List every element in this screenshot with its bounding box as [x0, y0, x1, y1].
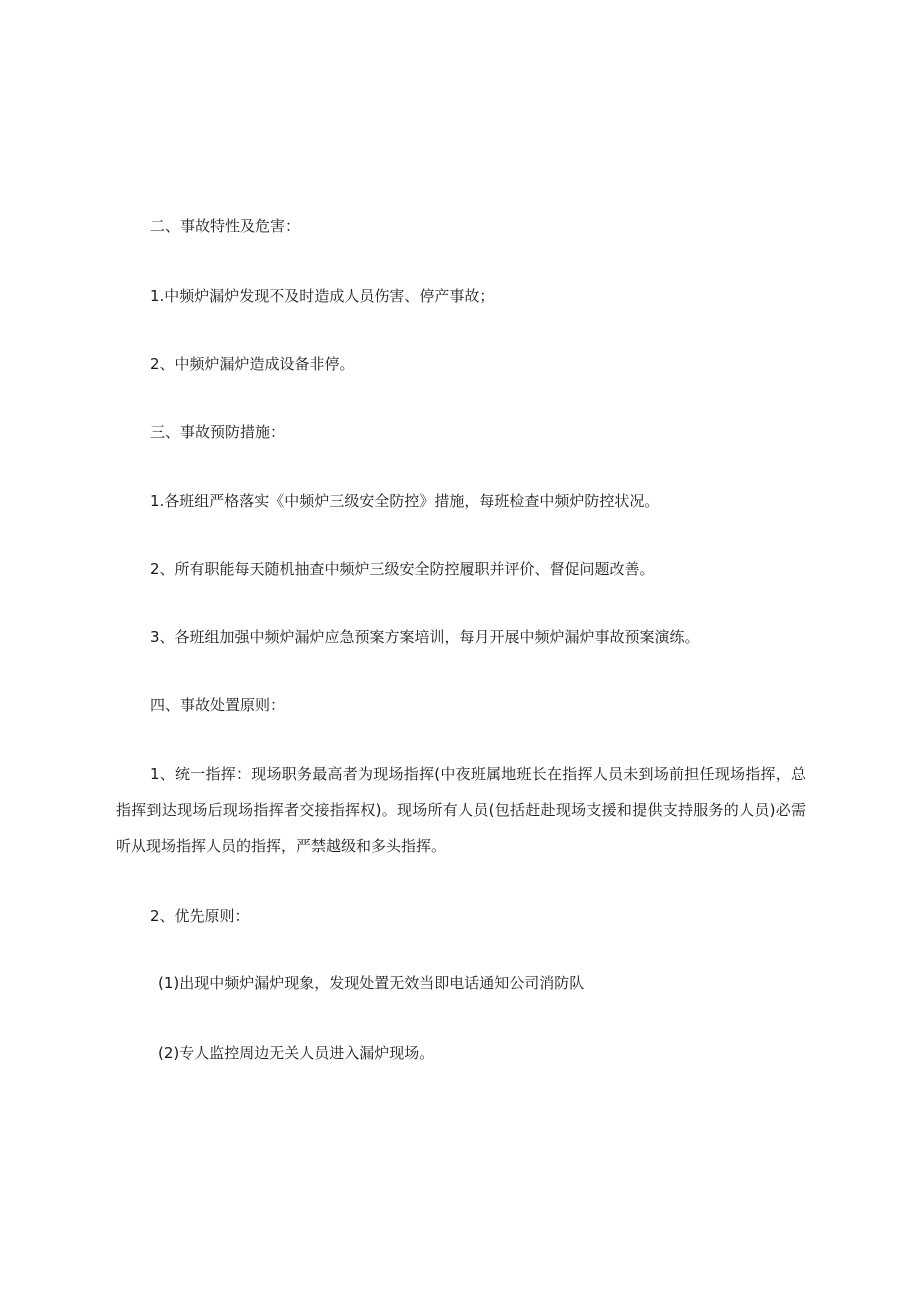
section-2-item-1: 1.中频炉漏炉发现不及时造成人员伤害、停产事故； — [150, 287, 495, 305]
section-2-item-2: 2、中频炉漏炉造成设备非停。 — [150, 355, 355, 373]
section-3-item-2: 2、所有职能每天随机抽查中频炉三级安全防控履职并评价、督促问题改善。 — [150, 560, 655, 578]
section-3-heading: 三、事故预防措施： — [150, 423, 286, 441]
section-4-heading: 四、事故处置原则： — [150, 696, 286, 714]
principle-1-paragraph: 1、统一指挥：现场职务最高者为现场指挥(中夜班属地班长在指挥人员未到场前担任现场指挥，总指挥到达现场后现场指挥者交接指挥权)。现场所有人员(包括赶赴现场支援和提供支持服务的人员)必需听从现场指挥人员的指挥，严禁越级和多头指挥。 — [116, 765, 806, 855]
section-3-item-1: 1.各班组严格落实《中频炉三级安全防控》措施，每班检查中频炉防控状况。 — [150, 492, 660, 510]
principle-2-item-1: (1)出现中频炉漏炉现象，发现处置无效当即电话通知公司消防队 — [158, 974, 585, 992]
section-2-heading: 二、事故特性及危害： — [150, 217, 301, 235]
principle-2-item-2: (2)专人监控周边无关人员进入漏炉现场。 — [158, 1044, 435, 1062]
section-3-item-3: 3、各班组加强中频炉漏炉应急预案方案培训，每月开展中频炉漏炉事故预案演练。 — [150, 628, 700, 646]
principle-2-heading: 2、优先原则： — [150, 907, 250, 925]
